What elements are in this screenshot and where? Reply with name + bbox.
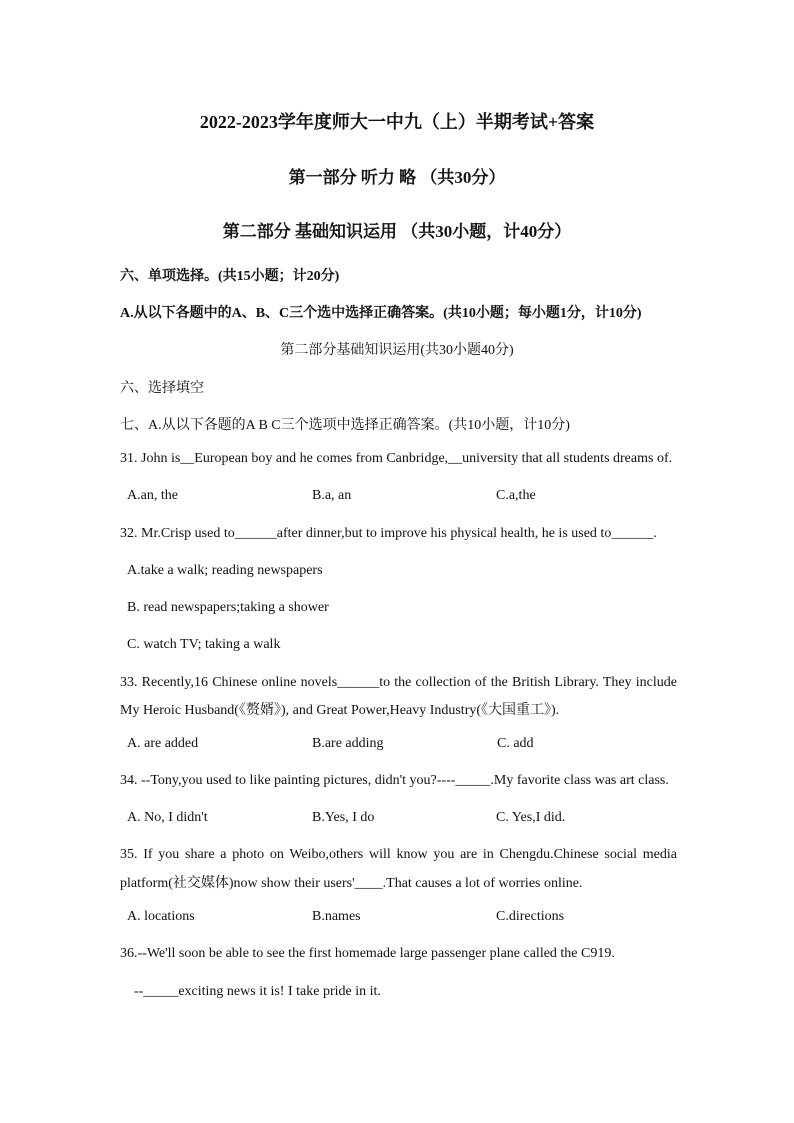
section6-fill-heading: 六、选择填空 [120, 381, 204, 396]
question-31-option-a: A.an, the [127, 488, 178, 503]
question-33-stem-line1: 33. Recently,16 Chinese online novels______to the collection of the British Library. They include [120, 675, 677, 690]
question-33-option-c: C. add [497, 736, 534, 751]
question-31-option-c: C.a,the [496, 488, 536, 503]
section6-heading: 六、单项选择。(共15小题；计20分) [120, 269, 340, 284]
question-35-option-b: B.names [312, 909, 361, 924]
question-33-option-b: B.are adding [312, 736, 384, 751]
question-33-option-a: A. are added [127, 736, 199, 751]
question-34-option-b: B.Yes, I do [312, 810, 375, 825]
question-35-option-a: A. locations [127, 909, 195, 924]
part2-repeat-heading: 第二部分基础知识运用(共30小题40分) [280, 343, 514, 358]
question-35-stem-line2: platform(社交媒体)now show their users'____.That causes a lot of worries online. [120, 876, 583, 891]
question-34-option-c: C. Yes,I did. [496, 810, 566, 825]
question-31-option-b: B.a, an [312, 488, 352, 503]
question-31-stem: 31. John is__European boy and he comes from Canbridge,__university that all students dreams of. [120, 451, 673, 466]
question-34-option-a: A. No, I didn't [127, 810, 208, 825]
part2-heading: 第二部分 基础知识运用 （共30小题，计40分） [222, 222, 572, 241]
question-32-option-b: B. read newspapers;taking a shower [127, 600, 329, 615]
question-32-stem: 32. Mr.Crisp used to______after dinner,but to improve his physical health, he is used to______. [120, 526, 657, 541]
question-32-option-a: A.take a walk; reading newspapers [127, 563, 323, 578]
question-36-reply: --_____exciting news it is! I take pride in it. [134, 984, 381, 999]
sectionA-heading: A.从以下各题中的A、B、C三个选中选择正确答案。(共10小题；每小题1分，计10分) [120, 306, 642, 321]
question-35-option-c: C.directions [496, 909, 565, 924]
part1-heading: 第一部分 听力 略 （共30分） [288, 168, 506, 187]
question-33-stem-line2: My Heroic Husband(《赘婿》), and Great Power,Heavy Industry(《大国重工》). [120, 703, 560, 718]
question-34-stem: 34. --Tony,you used to like painting pictures, didn't you?----_____.My favorite class was art class. [120, 773, 669, 788]
question-36-stem: 36.--We'll soon be able to see the first homemade large passenger plane called the C919. [120, 946, 615, 961]
question-35-stem-line1: 35. If you share a photo on Weibo,others will know you are in Chengdu.Chinese social media [120, 847, 677, 862]
exam-title: 2022-2023学年度师大一中九（上）半期考试+答案 [199, 112, 595, 132]
question-32-option-c: C. watch TV; taking a walk [127, 637, 281, 652]
section7-heading: 七、A.从以下各题的A B C三个选项中选择正确答案。(共10小题，计10分) [120, 418, 570, 433]
